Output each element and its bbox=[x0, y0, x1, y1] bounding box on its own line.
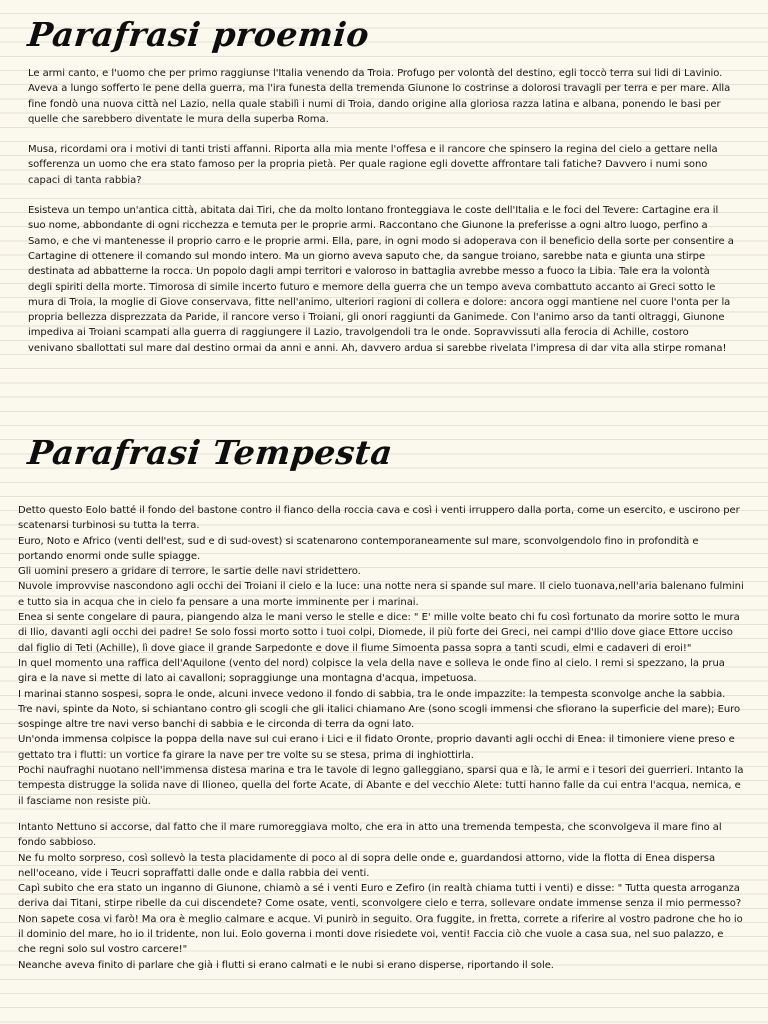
tempesta-line-2: Euro, Noto e Africo (venti dell'est, sud e di sud-ovest) si scatenarono contemporaneamente sul mare, sconvolgendolo fino in profondità e portando enormi onde sulle spiagge. bbox=[18, 535, 699, 562]
tempesta-line-5: Enea si sente congelare di paura, piangendo alza le mani verso le stelle e dice: " E' mille volte beato chi fu così fortunato da morire sotto le mura di Ilio, davanti agli occhi dei padre! Se solo fossi morto sotto i tuoi colpi, Diomede, il più forte dei Greci, nei campi d'Ilio dove giace Ettore ucciso dal figlio di Teti (Achille), lì dove giace il grande Sarpedonte e dove il fiume Simoenta passa sopra a tanti scudi, elmi e cadaveri di eroi!" bbox=[18, 612, 740, 654]
tempesta-line-12: Ne fu molto sorpreso, così sollevò la testa placidamente di poco al di sopra delle onde e, guardandosi attorno, vide la flotta di Enea dispersa nell'oceano, vide i Teucri sopraffatti dalle onde e dalla rabbia dei venti. bbox=[18, 852, 716, 879]
tempesta-line-11: Intanto Nettuno si accorse, dal fatto che il mare rumoreggiava molto, che era in atto una tremenda tempesta, che sconvolgeva il mare fino al fondo sabbioso. bbox=[18, 821, 722, 849]
tempesta-line-10: Pochi naufraghi nuotano nell'immensa distesa marina e tra le tavole di legno galleggiano, sparsi qua e là, le armi e i tesori dei guerrieri. Intanto la tempesta distrugge la solida nave di Ilioneo, quella del forte Acate, di Abante e del vecchio Alete: tutti hanno falle da cui entra l'acqua, nemica, e il fasciame non resiste più. bbox=[18, 765, 744, 807]
tempesta-line-8: Tre navi, spinte da Noto, si schiantano contro gli scogli che gli italici chiamano Are (sono scogli immensi che sfiorano la superficie del mare); Euro sospinge altre tre navi verso banchi di sabbia e le circonda di terra da ogni lato. bbox=[18, 703, 741, 731]
proemio-paragraph-2: Musa, ricordami ora i motivi di tanti tristi affanni. Riporta alla mia mente l'offesa e il rancore che spinsero la regina del cielo a gettare nella sofferenza un uomo che era stato famoso per la propria pietà. Per quale ragione egli dovette affrontare tali fatiche? Davvero i numi sono capaci di tanta rabbia? bbox=[28, 144, 718, 186]
proemio-paragraph-3: Esisteva un tempo un'antica città, abitata dai Tiri, che da molto lontano fronteggiava le coste dell'Italia e le foci del Tevere: Cartagine era il suo nome, abbondante di ogni ricchezza e temuta per le proprie armi. Raccontano che Giunone la preferisse a ogni altro luogo, perfino a Samo, e che vi mantenesse il proprio carro e le proprie armi. Ella, pare, in ogni modo si adoperava con il beneficio della sorte per consentire a Cartagine di ottenere il comando sul mondo intero. Ma un giorno aveva saputo che, da sangue troiano, sarebbe nata e giunta una stirpe destinata ad abbatterne la rocca. Un popolo dagli ampi territori e valoroso in battaglia avrebbe messo a fuoco la Libia. Tale era la volontà degli spiriti della morte. Timorosa di simile incerto futuro e memore della guerra che un tempo aveva combattuto accanto ai Greci sotto le mura di Troia, la moglie di Giove conservava, fitte nell'animo, ulteriori ragioni di collera e dolore: ancora oggi mantiene nel cuore l'onta per la propria bellezza disprezzata da Paride, il rancore verso i Troiani, gli onori raggiunti da Ganimede. Con l'animo arso da tanti oltraggi, Giunone impediva ai Troiani scampati alla guerra di raggiungere il Lazio, travolgendoli tra le onde. Sopravvissuti alla ferocia di Achille, costoro venivano sballottati sul mare dal destino ormai da anni e anni. Ah, davvero ardua si sarebbe rivelata l'impresa di dar vita alla stirpe romana! bbox=[28, 205, 734, 354]
proemio-paragraph-1: Le armi canto, e l'uomo che per primo raggiunse l'Italia venendo da Troia. Profugo per volontà del destino, egli toccò terra sui lidi di Lavinio. Aveva a lungo sofferto le pene della guerra, ma l'ira funesta della tremenda Giunone lo costrinse a dolorosi travagli per terra e per mare. Alla fine fondò una nuova città nel Lazio, nella quale stabilì i numi di Troia, dando origine alla gloriosa razza latina e albana, ponendo le basi per quelle che sarebbero diventate le mura della superba Roma. bbox=[28, 68, 731, 125]
section-tempesta bbox=[18, 503, 744, 973]
title-proemio: Parafrasi proemio bbox=[25, 15, 372, 54]
section-proemio bbox=[28, 66, 736, 356]
tempesta-line-4: Nuvole improvvise nascondono agli occhi dei Troiani il cielo e la luce: una notte nera si spande sul mare. Il cielo tuonava,nell'aria balenano fulmini e tutto sia in acqua che in cielo fa pensare a una morte imminente per i marinai. bbox=[18, 581, 744, 608]
tempesta-line-3: Gli uomini presero a gridare di terrore, le sartie delle navi stridettero. bbox=[18, 566, 361, 578]
tempesta-line-13: Capì subito che era stato un inganno di Giunone, chiamò a sé i venti Euro e Zefiro (in realtà chiama tutti i venti) e disse: " Tutta questa arroganza deriva dai Titani, stirpe ribelle da cui discendete? Come osate, venti, sconvolgere cielo e terra, sollevare ondate immense senza il mio permesso? Non sapete cosa vi farò! Ma ora è meglio calmare e acque. Vi punirò in seguito. Ora fuggite, in fretta, correte a riferire al vostro padrone che ho io il dominio del mare, ho io il tridente, non lui. Eolo governa i monti dove risiedete voi, venti! Faccia ciò che vuole a casa sua, nel suo palazzo, e che regni solo sul vostro carcere!" bbox=[18, 883, 743, 956]
tempesta-line-7: I marinai stanno sospesi, sopra le onde, alcuni invece vedono il fondo di sabbia, tra le onde impazzite: la tempesta sconvolge anche la sabbia. bbox=[18, 688, 726, 700]
tempesta-line-14: Neanche aveva finito di parlare che già i flutti si erano calmati e le nubi si erano disperse, riportando il sole. bbox=[18, 959, 554, 971]
tempesta-line-6: In quel momento una raffica dell'Aquilone (vento del nord) colpisce la vela della nave e solleva le onde fino al cielo. I remi si spezzano, la prua gira e la nave si mette di lato ai cavalloni; sopraggiunge una montagna d'acqua, impetuosa. bbox=[18, 657, 725, 685]
tempesta-line-9: Un'onda immensa colpisce la poppa della nave sul cui erano i Lici e il fidato Oronte, proprio davanti agli occhi di Enea: il timoniere viene preso e gettato tra i flutti: un vortice fa girare la nave per tre volte su se stesa, prima di inghiottirla. bbox=[18, 734, 735, 761]
title-tempesta: Parafrasi Tempesta bbox=[25, 433, 395, 472]
tempesta-line-1: Detto questo Eolo batté il fondo del bastone contro il fianco della roccia cava e così i venti irruppero dalla porta, come un esercito, e uscirono per scatenarsi turbinosi su tutta la terra. bbox=[18, 505, 740, 532]
